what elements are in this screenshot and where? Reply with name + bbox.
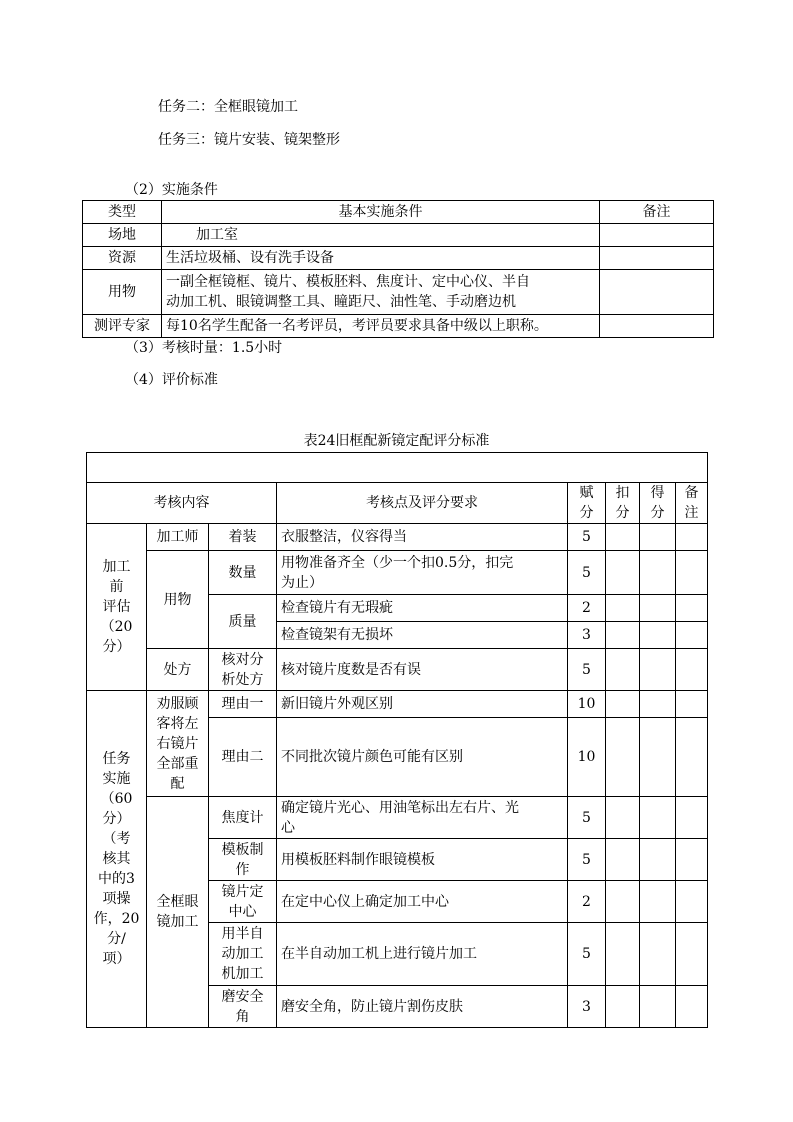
label-line: （考 (102, 831, 131, 847)
table-row (83, 224, 714, 247)
item-line: 模板制 (221, 841, 264, 858)
category-cell: 处方 (147, 649, 209, 691)
label-line: 实施 (102, 771, 131, 787)
header-requirements: 考核点及评分要求 (277, 483, 568, 524)
remark-cell (676, 595, 708, 622)
table-row (83, 247, 714, 270)
pre-eval-label (87, 524, 147, 691)
deduct-cell (606, 524, 640, 551)
deduct-cell (606, 923, 640, 986)
requirement-cell: 检查镜片有无瑕疵 (277, 595, 568, 622)
cat-line: 客将左 (156, 715, 199, 732)
item-line: 析处方 (221, 671, 264, 688)
cat-line: 全部重 (156, 755, 199, 772)
conditions-header-type: 类型 (83, 201, 162, 224)
item-cell: 理由一 (209, 691, 277, 718)
item-cell: 着装 (209, 524, 277, 551)
scoring-table (86, 452, 708, 1028)
condition-type: 场地 (83, 224, 162, 247)
section-exam-duration: （3）考核时量：1.5小时 (125, 340, 283, 356)
deduct-cell (606, 551, 640, 595)
remark-cell (676, 839, 708, 881)
score-cell: 5 (568, 551, 606, 595)
item-line: 动加工 (221, 946, 264, 962)
cat-line: 配 (170, 775, 185, 792)
table-row (87, 524, 708, 551)
condition-type: 用物 (83, 270, 162, 315)
deduct-cell (606, 986, 640, 1028)
item-line: 中心 (228, 903, 257, 920)
item-cell (209, 986, 277, 1028)
section-implementation-conditions: （2）实施条件 (125, 182, 218, 198)
scoring-blank-row (87, 453, 708, 483)
item-cell: 理由二 (209, 718, 277, 797)
requirement-cell: 衣服整洁，仪容得当 (277, 524, 568, 551)
category-cell: 用物 (147, 551, 209, 649)
header-got: 得分 (640, 483, 676, 524)
score-cell: 10 (568, 691, 606, 718)
label-line: （60 (100, 791, 133, 807)
label-line: 加工 (102, 559, 131, 575)
table-row (83, 315, 714, 338)
task-impl-label (87, 691, 147, 1028)
requirement-cell: 检查镜架有无损坏 (277, 622, 568, 649)
category-cell (147, 691, 209, 797)
remark-cell (676, 524, 708, 551)
task-three-line: 任务三：镜片安装、镜架整形 (158, 132, 340, 148)
deduct-cell (606, 839, 640, 881)
header-score: 赋分 (568, 483, 606, 524)
got-cell (640, 797, 676, 839)
item-cell: 质量 (209, 595, 277, 649)
got-cell (640, 524, 676, 551)
cat-line: 劝服顾 (156, 695, 199, 712)
requirement-cell (277, 551, 568, 595)
label-line: 作，20 (93, 911, 140, 927)
scoring-header-row (87, 483, 708, 524)
header-remark: 备注 (676, 483, 708, 524)
item-cell (209, 839, 277, 881)
remark-cell (676, 622, 708, 649)
item-line: 作 (235, 861, 250, 878)
score-cell: 5 (568, 649, 606, 691)
table-row (87, 649, 708, 691)
header-exam-content: 考核内容 (87, 483, 277, 524)
table-row (83, 270, 714, 315)
label-line: （20 (100, 619, 133, 635)
condition-note (600, 224, 714, 247)
label-line: 前 (109, 579, 124, 595)
deduct-cell (606, 595, 640, 622)
deduct-cell (606, 881, 640, 923)
section-evaluation-standard: （4）评价标准 (125, 372, 218, 388)
cat-line: 全框眼 (156, 894, 199, 910)
condition-value: 生活垃圾桶、设有洗手设备 (162, 247, 600, 270)
table-row (87, 551, 708, 595)
score-cell: 10 (568, 718, 606, 797)
table-caption: 表24旧框配新镜定配评分标准 (303, 433, 490, 449)
deduct-cell (606, 691, 640, 718)
remark-cell (676, 797, 708, 839)
remark-cell (676, 649, 708, 691)
category-cell (147, 797, 209, 1028)
requirement-cell: 磨安全角，防止镜片割伤皮肤 (277, 986, 568, 1028)
got-cell (640, 839, 676, 881)
score-cell: 2 (568, 881, 606, 923)
item-line: 磨安全 (221, 988, 264, 1005)
requirement-cell (277, 797, 568, 839)
req-line: 用物准备齐全（少一个扣0.5分，扣完 (281, 554, 514, 571)
cat-line: 右镜片 (156, 735, 199, 752)
condition-note (600, 270, 714, 315)
got-cell (640, 595, 676, 622)
remark-cell (676, 923, 708, 986)
blank-cell (87, 453, 708, 483)
got-cell (640, 649, 676, 691)
remark-cell (676, 986, 708, 1028)
label-line: 项） (102, 951, 131, 967)
label-line: 任务 (102, 751, 131, 767)
req-line: 心 (281, 819, 295, 836)
label-line: 分/ (107, 931, 126, 947)
score-cell: 5 (568, 524, 606, 551)
conditions-header-note: 备注 (600, 201, 714, 224)
score-cell: 2 (568, 595, 606, 622)
condition-type: 测评专家 (83, 315, 162, 338)
table-row (87, 797, 708, 839)
requirement-cell: 在定中心仪上确定加工中心 (277, 881, 568, 923)
condition-note (600, 247, 714, 270)
item-line: 机加工 (221, 966, 264, 982)
label-line: 中的3 (98, 871, 135, 887)
deduct-cell (606, 718, 640, 797)
requirement-cell: 在半自动加工机上进行镜片加工 (277, 923, 568, 986)
requirement-cell: 不同批次镜片颜色可能有区别 (277, 718, 568, 797)
item-line: 角 (235, 1008, 250, 1025)
deduct-cell (606, 797, 640, 839)
got-cell (640, 691, 676, 718)
remark-cell (676, 718, 708, 797)
got-cell (640, 551, 676, 595)
condition-note (600, 315, 714, 338)
score-cell: 5 (568, 923, 606, 986)
condition-value (162, 270, 600, 315)
requirement-cell: 用模板胚料制作眼镜模板 (277, 839, 568, 881)
label-line: 核其 (102, 851, 131, 867)
item-cell (209, 649, 277, 691)
item-line: 用半自 (221, 926, 264, 942)
item-cell (209, 881, 277, 923)
remark-cell (676, 881, 708, 923)
got-cell (640, 881, 676, 923)
got-cell (640, 718, 676, 797)
score-cell: 5 (568, 797, 606, 839)
conditions-header-row (83, 201, 714, 224)
remark-cell (676, 691, 708, 718)
condition-line: 一副全框镜框、镜片、模板胚料、焦度计、定中心仪、半自 (166, 274, 530, 290)
got-cell (640, 986, 676, 1028)
item-line: 镜片定 (221, 883, 264, 900)
req-line: 为止） (281, 574, 323, 591)
item-cell (209, 923, 277, 986)
item-cell: 数量 (209, 551, 277, 595)
requirement-cell: 新旧镜片外观区别 (277, 691, 568, 718)
condition-line: 动加工机、眼镜调整工具、瞳距尺、油性笔、手动磨边机 (166, 294, 516, 310)
category-cell: 加工师 (147, 524, 209, 551)
score-cell: 5 (568, 839, 606, 881)
label-line: 分） (102, 811, 131, 827)
requirement-cell: 核对镜片度数是否有误 (277, 649, 568, 691)
conditions-table (82, 200, 714, 338)
label-line: 项操 (102, 891, 131, 907)
score-cell: 3 (568, 986, 606, 1028)
conditions-header-condition: 基本实施条件 (162, 201, 600, 224)
deduct-cell (606, 622, 640, 649)
remark-cell (676, 551, 708, 595)
label-line: 评估 (102, 599, 131, 615)
condition-value: 每10名学生配备一名考评员，考评员要求具备中级以上职称。 (162, 315, 600, 338)
label-line: 分） (102, 639, 131, 655)
header-deduct: 扣分 (606, 483, 640, 524)
item-line: 核对分 (221, 651, 264, 668)
table-row (87, 691, 708, 718)
item-cell: 焦度计 (209, 797, 277, 839)
task-two-line: 任务二：全框眼镜加工 (158, 99, 298, 115)
req-line: 确定镜片光心、用油笔标出左右片、光 (281, 799, 519, 816)
deduct-cell (606, 649, 640, 691)
condition-value: 加工室 (162, 224, 600, 247)
condition-type: 资源 (83, 247, 162, 270)
cat-line: 镜加工 (156, 914, 199, 930)
got-cell (640, 622, 676, 649)
got-cell (640, 923, 676, 986)
score-cell: 3 (568, 622, 606, 649)
